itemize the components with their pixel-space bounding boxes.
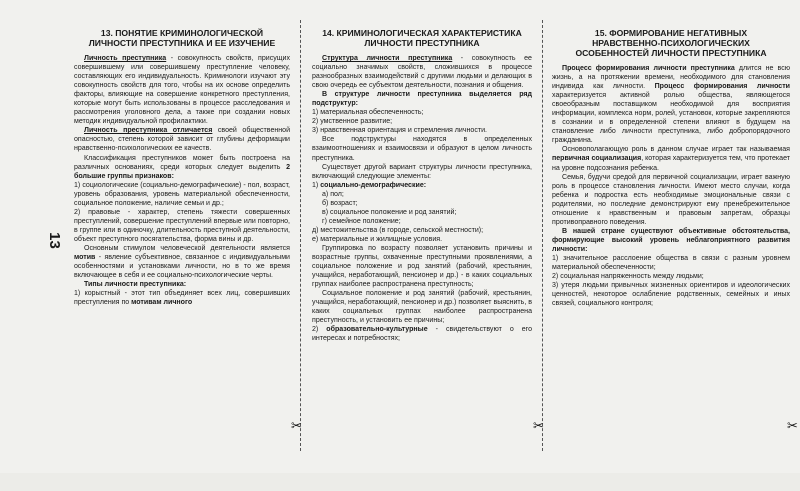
section-15 — [552, 28, 790, 468]
list-item: 2) умственное развитие; — [312, 118, 393, 126]
list-item: 1) социально-демографические: — [312, 181, 427, 189]
subheading: В нашей стране существуют объективные обстоятельства, формирующие высокий уровень неблагоприятного развития личности: — [552, 227, 790, 253]
paragraph: Основополагающую роль в данном случае играет так называемая первичная социализация, которая характеризуется тем, что протекает на уровне подсознания ребенка. — [552, 146, 790, 172]
paragraph: Структура личности преступника - совокупность ее социально значимых свойств, сложившихся в процессе разнообразных взаимодействий с другими людьми и делающих в свою очередь ее субъектом деятельности, познания и общения. — [312, 55, 532, 90]
column-divider-2 — [542, 20, 543, 451]
section-13-title: 13. ПОНЯТИЕ КРИМИНОЛОГИЧЕСКОЙ ЛИЧНОСТИ ПРЕСТУПНИКА И ЕЕ ИЗУЧЕНИЕ — [88, 28, 276, 48]
section-13 — [74, 28, 290, 468]
list-item: в) социальное положение и род занятий; — [322, 208, 457, 216]
list-item: д) местожительства (в городе, сельской местности); — [312, 226, 484, 234]
paragraph: Семья, будучи средой для первичной социализации, играет важную роль в процессе становления личности. Имеют место случаи, когда ребенка и подростка есть необходимые эмоциональные связи с родителями, но последние демонстрируют ему пренебрежительное отношение к нравственным и правовым запретам, образцы противоправного поведения. — [552, 173, 790, 226]
paragraph: Личность преступника отличается своей общественной опасностью, степень которой зависит от глубины деформации нравственно-психологических ее качеств. — [74, 127, 290, 153]
list-item: 2) социальная напряженность между людьми; — [552, 273, 704, 281]
paragraph: Существует другой вариант структуры личности преступника, включающий следующие элементы: — [312, 163, 532, 180]
section-14-title: 14. КРИМИНОЛОГИЧЕСКАЯ ХАРАКТЕРИСТИКА ЛИЧНОСТИ ПРЕСТУПНИКА — [322, 28, 522, 48]
subheading: Типы личности преступника: — [84, 281, 187, 289]
paragraph: Основным стимулом человеческой деятельности является мотив - явление субъективное, связанное с индивидуальными особенностями и установками личности, но в то же время включающее в себя и ее социально-психологические черты. — [74, 244, 290, 280]
scissors-icon: ✂ — [533, 419, 544, 434]
list-item: 2) образовательно-культурные - свидетельствуют о его интересах и потребностях; — [312, 326, 532, 343]
list-item: 1) материальная обеспеченность; — [312, 109, 424, 117]
paragraph: Классификация преступников может быть построена на различных основаниях, среди которых следует выделить 2 большие группы признаков: — [74, 154, 290, 180]
section-15-title: 15. ФОРМИРОВАНИЕ НЕГАТИВНЫХ НРАВСТВЕННО-ПСИХОЛОГИЧЕСКИХ ОСОБЕННОСТЕЙ ЛИЧНОСТИ ПРЕСТУПНИКА — [575, 28, 767, 58]
paragraph: Социальное положение и род занятий (рабочий, крестьянин, учащийся, неработающий, пенсионер и др.) позволяет выяснить, в каких социальных группах наиболее распространена преступность, и установить ее причины; — [312, 290, 532, 325]
list-item: 1) корыстный - этот тип объединяет всех лиц, совершивших преступления по мотивам личного — [74, 290, 290, 307]
paragraph: Группировка по возрасту позволяет установить причины и возрастные группы, охваченные преступными проявлениями, а социальное положение и род занятий (рабочий, крестьянин, учащийся, неработающий, пенсионер и др.) - в каких социальных группах наиболее распространена преступность; — [312, 244, 532, 289]
page-number: 13 — [45, 232, 63, 249]
list-item: б) возраст; — [322, 199, 358, 207]
list-item: а) пол; — [322, 190, 344, 198]
subheading: В структуре личности преступника выделяется ряд подструктур: — [312, 91, 532, 108]
paragraph: Все подструктуры находятся в определенных взаимоотношениях и взаимосвязи и образуют в целом личность преступника. — [312, 136, 532, 162]
scissors-icon: ✂ — [787, 419, 798, 434]
list-item: е) материальные и жилищные условия. — [312, 235, 443, 243]
page-bottom-margin — [0, 473, 800, 491]
list-item: 1) социологические (социально-демографические) - пол, возраст, уровень образования, уровень материальной обеспеченности, социальное положение, наличие семьи и др.; — [74, 181, 290, 207]
scissors-icon: ✂ — [291, 419, 302, 434]
list-item: г) семейное положение; — [322, 217, 401, 225]
paragraph: Процесс формирования личности преступника длится не всю жизнь, а на протяжении времени, необходимого для становления индивида как личности. Процесс формирования личности характеризуется активной ролью общества, являющегося своеобразным поставщиком необходимой для восприятия информации, комплекса норм, ролей, установок, которые закрепляются в сознании и в определенной степени влияют в будущем на становление либо личности преступника, либо добропорядочного гражданина. — [552, 65, 790, 145]
section-14 — [312, 28, 532, 468]
paragraph: Личность преступника - совокупность свойств, присущих совершившему или совершившему преступление человеку, составляющих его индивидуальность. Криминологи изучают эту совокупность свойств для того, чтобы на их основе определить факторы, влияющие на совершение конкретного преступления, которые могут быть использованы в процессе расследования и рассмотрения уголовного дела, а также при создании новых методик индивидуальной профилактики. — [74, 55, 290, 126]
list-item: 3) нравственная ориентация и стремления личности. — [312, 127, 487, 135]
list-item: 2) правовые - характер, степень тяжести совершенных преступлений, совершение преступлений впервые или повторно, в группе или в одиночку, длительность преступной деятельности, объект преступного посягательства, форма вины и др. — [74, 208, 290, 243]
list-item: 1) значительное расслоение общества в связи с разным уровнем материальной обеспеченности; — [552, 254, 790, 272]
column-divider-1 — [300, 20, 301, 451]
list-item: 3) утеря людьми привычных жизненных ориентиров и идеологических ценностей, некоторое ослабление родственных, семейных и иных связей, социального контроля; — [552, 282, 790, 308]
